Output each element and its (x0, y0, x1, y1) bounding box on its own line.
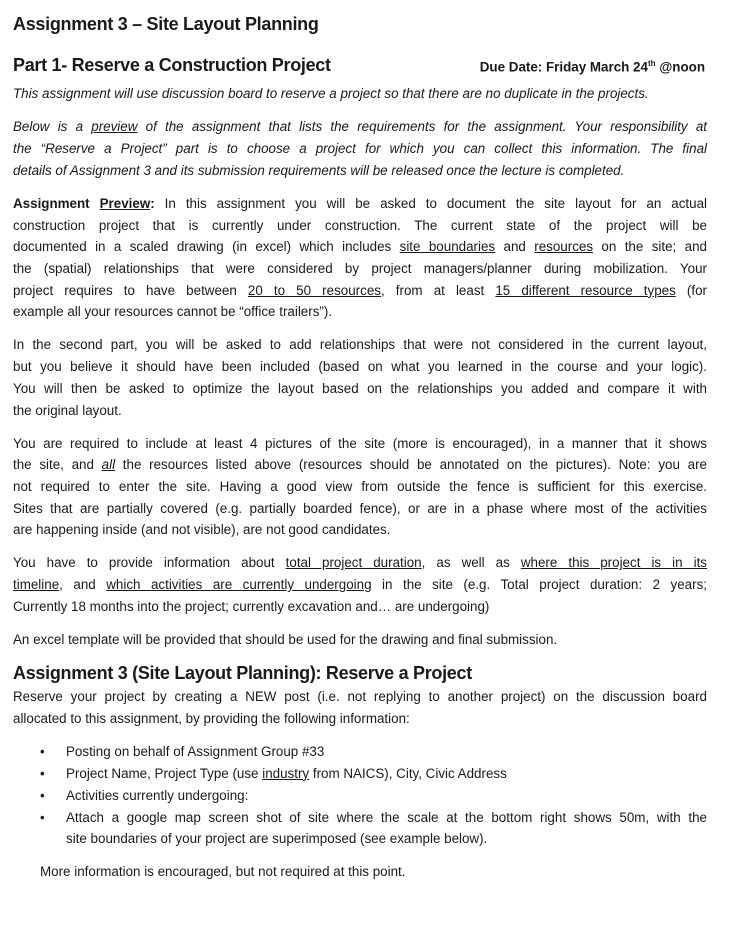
paragraph (13, 433, 707, 542)
text-run: , from at least (380, 282, 496, 298)
list-item (13, 785, 707, 807)
text-run: In the second part, you will be asked to add relationships that were not considered in the current layout, (13, 337, 707, 353)
paragraph-line (13, 400, 707, 422)
text-run: details of Assignment 3 and its submission requirements will be released once the lecture is completed. (13, 162, 625, 178)
underlined-text: preview (91, 119, 138, 135)
text-run: Below is a (13, 119, 92, 135)
due-date-time: @noon (655, 59, 705, 75)
list-item-text: Posting on behalf of Assignment Group #33 (66, 743, 325, 759)
paragraph (13, 83, 707, 105)
due-date-suffix-sup: th (647, 59, 656, 68)
section2-intro (13, 686, 707, 729)
text-run: An excel template will be provided that should be used for the drawing and final submission. (13, 631, 558, 647)
paragraph (13, 116, 707, 181)
bold-text: : (150, 195, 155, 211)
part1-heading: Part 1- Reserve a Construction Project (13, 55, 331, 76)
paragraph-line (13, 236, 707, 258)
paragraph-line (13, 301, 707, 323)
paragraph-line (13, 138, 707, 160)
underlined-text: total project duration (285, 555, 422, 571)
bullet-icon: • (40, 765, 45, 781)
text-run: on the site; and (593, 239, 707, 255)
intro-line: Reserve your project by creating a NEW post (i.e. not replying to another project) on the discussion board (13, 689, 707, 705)
intro-line: allocated to this assignment, by providing the following information: (13, 711, 410, 727)
due-date (480, 50, 705, 81)
paragraph-line (13, 356, 707, 378)
paragraph-line (13, 596, 707, 618)
paragraph-line (13, 574, 707, 596)
text-run: the site, and (13, 457, 102, 473)
paragraph-line (13, 334, 707, 356)
paragraph-line (13, 215, 707, 237)
bold-text: Assignment (13, 195, 100, 211)
list-item-text: Project Name, Project Type (use (66, 765, 263, 781)
bullet-icon: • (40, 743, 45, 759)
underlined-text: resources (534, 239, 594, 255)
text-run: (for (675, 282, 707, 298)
text-run: are happening inside (and not visible), are not good candidates. (13, 522, 391, 538)
text-run: documented in a scaled drawing (in excel) which includes (13, 239, 400, 255)
paragraph-line (13, 519, 707, 541)
bullet-icon: • (40, 809, 45, 825)
paragraph (13, 629, 707, 651)
text-run: Currently 18 months into the project; currently excavation and… are undergoing) (13, 598, 490, 614)
paragraph-line (13, 116, 707, 138)
bullet-icon: • (40, 787, 45, 803)
due-date-text: Due Date: Friday March 24 (479, 59, 648, 75)
list-item (13, 763, 707, 785)
underlined-text: 15 different resource types (495, 282, 676, 298)
paragraph-line (13, 629, 707, 651)
text-run: You have to provide information about (13, 555, 286, 571)
text-run: project requires to have between (13, 282, 248, 298)
paragraph-line (13, 476, 707, 498)
list-item-text: site boundaries of your project are superimposed (see example below). (66, 831, 488, 847)
underlined-text: timeline (13, 577, 60, 593)
paragraph-line (13, 454, 707, 476)
paragraph-line (13, 83, 707, 105)
document-page (13, 10, 707, 883)
text-run: the original layout. (13, 402, 122, 418)
text-run: In this assignment you will be asked to document the site layout for an actual (154, 195, 707, 211)
industry-link[interactable]: industry (262, 765, 310, 781)
requirements-list (13, 741, 707, 851)
paragraph (13, 552, 707, 617)
text-run: the “Reserve a Project” part is to choose a project for which you can collect this information. The final (13, 141, 707, 157)
part1-header (13, 50, 707, 81)
text-run: You will then be asked to optimize the layout based on the relationships you added and compare it with (13, 380, 707, 396)
text-run: in the site (e.g. Total project duration: 2 years; (371, 577, 707, 593)
text-run: You are required to include at least 4 pictures of the site (more is encouraged), in a manner that it shows (13, 435, 707, 451)
underlined-text: 20 to 50 resources (247, 282, 381, 298)
paragraph-line (13, 552, 707, 574)
text-run: of the assignment that lists the requirements for the assignment. Your responsibility at (137, 119, 707, 135)
underlined-text: where this project is in its (520, 555, 707, 571)
list-item (13, 741, 707, 763)
section2-heading: Assignment 3 (Site Layout Planning): Reserve a Project (13, 663, 472, 684)
paragraph-line (13, 193, 707, 215)
assignment-body (13, 83, 707, 650)
text-run: not required to enter the site. Having a good view from outside the fence is sufficient for this exercise. (13, 478, 707, 494)
paragraph (13, 334, 707, 421)
paragraph-line (13, 498, 707, 520)
list-item-text: from NAICS), City, Civic Address (309, 765, 507, 781)
text-run: Sites that are partially covered (e.g. partially boarded fence), or are in a phase where most of the activities (13, 500, 707, 516)
paragraph-line (13, 280, 707, 302)
underlined-text: Preview (99, 195, 151, 211)
text-run: construction project that is currently under construction. The current state of the project will be (13, 217, 707, 233)
list-item-text: Activities currently undergoing: (66, 787, 249, 803)
closing-note: More information is encouraged, but not required at this point. (40, 864, 406, 880)
text-run: , and (59, 577, 107, 593)
list-item (13, 807, 707, 851)
document-title: Assignment 3 – Site Layout Planning (13, 14, 319, 34)
text-run: and (495, 239, 535, 255)
underlined-text: which activities are currently undergoing (106, 577, 372, 593)
list-item-text: Attach a google map screen shot of site where the scale at the bottom right shows 50m, with the (66, 809, 707, 825)
paragraph-line (13, 378, 707, 400)
paragraph (13, 193, 707, 323)
text-run: example all your resources cannot be “office trailers”). (13, 304, 333, 320)
underlined-text: all (101, 457, 116, 473)
paragraph-line (13, 433, 707, 455)
paragraph-line (13, 160, 707, 182)
paragraph-line (13, 258, 707, 280)
text-run: the resources listed above (resources should be annotated on the pictures). Note: you are (115, 457, 707, 473)
underlined-text: site boundaries (399, 239, 496, 255)
text-run: but you believe it should have been included (based on what you learned in the course and your logic). (13, 359, 707, 375)
text-run: , as well as (421, 555, 521, 571)
text-run: This assignment will use discussion board to reserve a project so that there are no duplicate in the projects. (13, 86, 649, 102)
text-run: the (spatial) relationships that were considered by project managers/planner during mobilization. Your (13, 260, 707, 276)
